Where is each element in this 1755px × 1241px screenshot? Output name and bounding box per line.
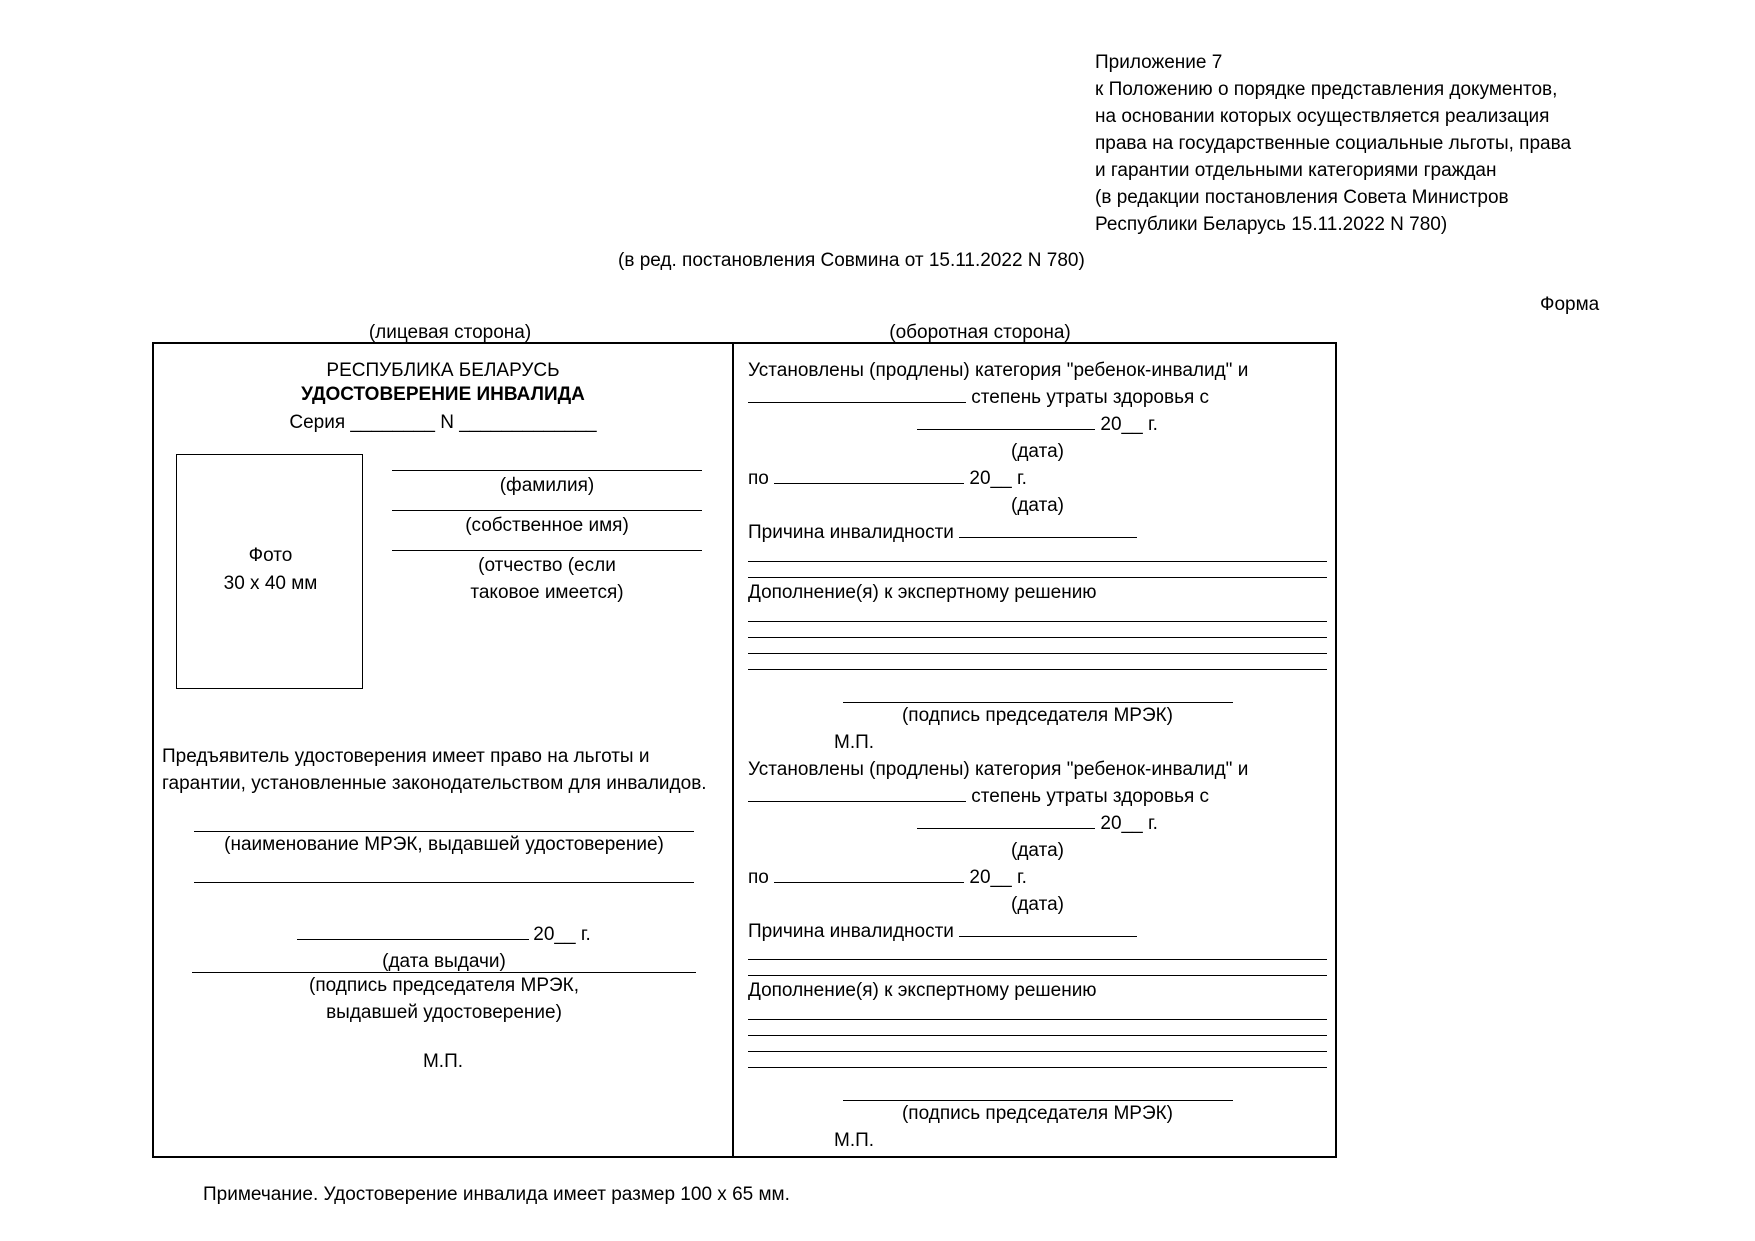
b2-reason-row (748, 919, 1327, 946)
b2-to-date-tail: 20__ г. (969, 866, 1027, 888)
b1-from-date-rule (917, 415, 1095, 430)
b1-to-date-caption: (дата) (1011, 494, 1064, 516)
b2-addition-rule-1 (748, 1006, 1327, 1020)
b2-seal-label: М.П. (834, 1130, 875, 1152)
b2-degree-line (748, 784, 1327, 811)
b2-addition-rule-3 (748, 1038, 1327, 1052)
photo-placeholder (176, 454, 363, 689)
b1-to-date-tail: 20__ г. (969, 467, 1027, 489)
b1-from-date-row (748, 412, 1327, 439)
b2-reason-rule (959, 922, 1137, 937)
b2-to-label: по (748, 866, 775, 888)
b2-to-date-row (748, 865, 1327, 892)
appendix-header-line: права на государственные социальные льготы, права (1095, 132, 1572, 154)
chairman-signature-caption-line2: выдавшей удостоверение) (326, 1001, 562, 1023)
b2-degree-rule (748, 787, 966, 802)
b1-to-date-row (748, 466, 1327, 493)
back-side-label: (оборотная сторона) (889, 322, 1071, 343)
country-title: РЕСПУБЛИКА БЕЛАРУСЬ (326, 360, 560, 381)
b1-addition-label: Дополнение(я) к экспертному решению (748, 581, 1097, 603)
photo-label-line2: 30 x 40 мм (223, 572, 318, 594)
appendix-header-line: Республики Беларусь 15.11.2022 N 780) (1095, 213, 1448, 235)
appendix-header-line: Приложение 7 (1095, 52, 1223, 73)
document-title: УДОСТОВЕРЕНИЕ ИНВАЛИДА (301, 384, 585, 405)
patronymic-rule (392, 550, 702, 551)
issue-date-rule (297, 925, 529, 940)
issue-date-year-suffix: 20__ г. (533, 924, 591, 945)
firstname-rule (392, 510, 702, 511)
name-fields (392, 470, 702, 607)
b2-from-date-row (748, 811, 1327, 838)
surname-rule (392, 470, 702, 471)
b2-to-date-caption: (дата) (1011, 893, 1064, 915)
issue-date-row (242, 922, 646, 949)
appendix-header (1095, 50, 1695, 239)
issue-date-caption: (дата выдачи) (382, 950, 506, 972)
front-side-label: (лицевая сторона) (368, 322, 532, 343)
b2-reason-label: Причина инвалидности (748, 920, 960, 942)
b2-reason-rule-2 (748, 946, 1327, 960)
footer-note: Примечание. Удостоверение инвалида имеет размер 100 x 65 мм. (203, 1184, 790, 1205)
b2-from-date-rule (917, 814, 1095, 829)
b1-from-date-tail: 20__ г. (1100, 413, 1158, 435)
patronymic-caption-line1: (отчество (если (478, 554, 616, 576)
mrek-name-field (194, 831, 694, 859)
b2-signature-rule (843, 1088, 1233, 1101)
b1-signature-caption: (подпись председателя МРЭК) (901, 704, 1174, 726)
b1-degree-line (748, 385, 1327, 412)
chairman-signature-caption-line1: (подпись председателя МРЭК, (309, 975, 579, 996)
b1-spacer (748, 672, 1327, 690)
b2-established-line: Установлены (продлены) категория "ребенок-инвалид" и (748, 758, 1249, 780)
b1-addition-rule-3 (748, 640, 1327, 654)
b1-to-label: по (748, 467, 775, 489)
mrek-name-field-second-line (194, 882, 694, 883)
b2-addition-rule-2 (748, 1022, 1327, 1036)
b1-from-date-caption: (дата) (1011, 440, 1064, 462)
b2-from-date-tail: 20__ г. (1100, 812, 1158, 834)
photo-label-line1: Фото (248, 545, 293, 566)
b1-degree-rule (748, 388, 966, 403)
mrek-name-caption: (наименование МРЭК, выдавшей удостоверение) (224, 834, 664, 855)
b1-addition-rule-2 (748, 624, 1327, 638)
appendix-header-line: (в редакции постановления Совета Министров (1095, 186, 1509, 208)
firstname-caption: (собственное имя) (465, 514, 629, 536)
b1-addition-rule-1 (748, 608, 1327, 622)
b1-reason-rule-2 (748, 548, 1327, 562)
b2-addition-label: Дополнение(я) к экспертному решению (748, 980, 1097, 1002)
surname-caption: (фамилия) (499, 475, 595, 496)
b1-seal-label: М.П. (834, 731, 875, 753)
mrek-name-rule-2 (194, 882, 694, 883)
b1-established-line: Установлены (продлены) категория "ребенок-инвалид" и (748, 360, 1249, 381)
b2-addition-rule-4 (748, 1054, 1327, 1068)
photo-label (177, 542, 364, 597)
b2-spacer (748, 1070, 1327, 1088)
revision-note: (в ред. постановления Совмина от 15.11.2022 N 780) (618, 250, 1085, 271)
b2-reason-rule-3 (748, 962, 1327, 976)
b1-addition-rule-4 (748, 656, 1327, 670)
b1-reason-rule-3 (748, 564, 1327, 578)
appendix-header-line: на основании которых осуществляется реализация (1095, 105, 1550, 127)
appendix-header-line: к Положению о порядке представления документов, (1095, 78, 1558, 100)
rights-paragraph: Предъявитель удостоверения имеет право на льготы и гарантии, установленные законодательством для инвалидов. (162, 746, 707, 794)
form-label: Форма (1540, 294, 1600, 315)
b1-reason-rule (959, 523, 1137, 538)
appendix-header-line: и гарантии отдельными категориями граждан (1095, 159, 1497, 181)
front-seal-label: М.П. (422, 1051, 464, 1072)
b1-reason-row (748, 520, 1327, 547)
b2-signature-caption: (подпись председателя МРЭК) (901, 1103, 1174, 1125)
b2-to-date-rule (774, 868, 964, 883)
b1-degree-tail: степень утраты здоровья с (966, 386, 1210, 408)
back-side (734, 344, 1337, 1156)
issue-date-field (242, 922, 646, 976)
certificate-form (152, 342, 1337, 1158)
b2-from-date-caption: (дата) (1011, 839, 1064, 861)
b1-to-date-rule (774, 469, 964, 484)
serial-number-line: Серия ________ N _____________ (289, 412, 597, 433)
b1-signature-rule (843, 690, 1233, 703)
front-side (154, 344, 732, 1156)
b2-degree-tail: степень утраты здоровья с (966, 785, 1210, 807)
b1-reason-label: Причина инвалидности (748, 521, 960, 543)
patronymic-caption-line2: таковое имеется) (470, 581, 624, 603)
chairman-signature-field (192, 972, 696, 1027)
